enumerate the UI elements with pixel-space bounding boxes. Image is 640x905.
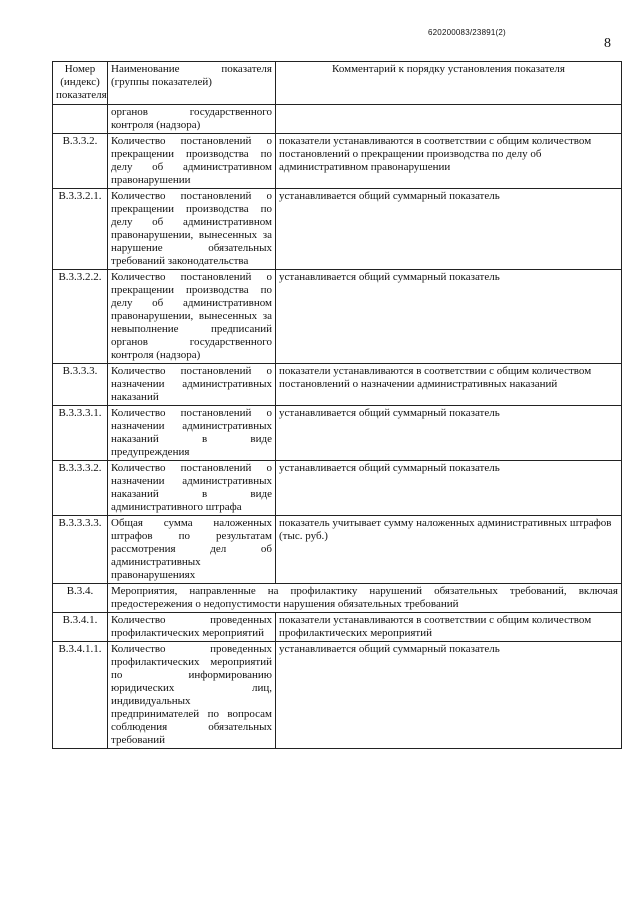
table-row	[53, 516, 622, 584]
table-row	[53, 189, 622, 270]
row-name: Количество постановлений о назначении административных наказаний	[108, 364, 276, 406]
row-comment	[276, 105, 622, 134]
table-row	[53, 461, 622, 516]
indicators-table	[52, 61, 622, 749]
row-name: Количество постановлений о прекращении производства по делу об административном правонарушении, вынесенных за нарушение обязательных требований законодательства	[108, 189, 276, 270]
row-comment: устанавливается общий суммарный показатель	[276, 461, 622, 516]
row-number: В.3.3.3.	[53, 364, 108, 406]
document-id: 620200083/23891(2)	[428, 28, 506, 37]
row-number: В.3.3.2.2.	[53, 270, 108, 364]
row-comment: показатели устанавливаются в соответствии с общим количеством постановлений о назначении административных наказаний	[276, 364, 622, 406]
row-number: В.3.4.1.	[53, 613, 108, 642]
table-row	[53, 642, 622, 749]
row-name: Количество проведенных профилактических мероприятий	[108, 613, 276, 642]
row-number: В.3.3.3.3.	[53, 516, 108, 584]
row-name: органов государственного контроля (надзора)	[108, 105, 276, 134]
table-row	[53, 584, 622, 613]
row-number: В.3.4.1.1.	[53, 642, 108, 749]
row-name: Количество постановлений о назначении административных наказаний в виде административного штрафа	[108, 461, 276, 516]
row-name: Количество проведенных профилактических мероприятий по информированию юридических лиц, индивидуальных предпринимателей по вопросам соблюдения обязательных требований	[108, 642, 276, 749]
row-comment: устанавливается общий суммарный показатель	[276, 406, 622, 461]
column-header-number: Номер (индекс) показателя	[53, 62, 108, 105]
row-number: В.3.3.3.1.	[53, 406, 108, 461]
row-number: В.3.3.3.2.	[53, 461, 108, 516]
row-number: В.3.4.	[53, 584, 108, 613]
row-comment: устанавливается общий суммарный показатель	[276, 270, 622, 364]
table-header-row	[53, 62, 622, 105]
row-name: Общая сумма наложенных штрафов по результатам рассмотрения дел об административных правонарушениях	[108, 516, 276, 584]
row-name-spanned: Мероприятия, направленные на профилактику нарушений обязательных требований, включая предостережения о недопустимости нарушения обязательных требований	[108, 584, 622, 613]
row-name: Количество постановлений о прекращении производства по делу об административном правонарушении	[108, 134, 276, 189]
table-row	[53, 364, 622, 406]
row-number: В.3.3.2.	[53, 134, 108, 189]
table-row	[53, 613, 622, 642]
page-number: 8	[604, 36, 611, 51]
row-comment: устанавливается общий суммарный показатель	[276, 642, 622, 749]
column-header-comment: Комментарий к порядку установления показателя	[276, 62, 622, 105]
row-number	[53, 105, 108, 134]
row-comment: показатель учитывает сумму наложенных административных штрафов (тыс. руб.)	[276, 516, 622, 584]
row-name: Количество постановлений о назначении административных наказаний в виде предупреждения	[108, 406, 276, 461]
table-row	[53, 134, 622, 189]
row-comment: устанавливается общий суммарный показатель	[276, 189, 622, 270]
column-header-name: Наименование показателя (группы показателей)	[108, 62, 276, 105]
row-comment: показатели устанавливаются в соответствии с общим количеством постановлений о прекращении производства по делу об административном правонарушении	[276, 134, 622, 189]
row-name: Количество постановлений о прекращении производства по делу об административном правонарушении, вынесенных за невыполнение предписаний органов государственного контроля (надзора)	[108, 270, 276, 364]
row-number: В.3.3.2.1.	[53, 189, 108, 270]
table-row	[53, 270, 622, 364]
table-row	[53, 406, 622, 461]
table-row	[53, 105, 622, 134]
row-comment: показатели устанавливаются в соответствии с общим количеством профилактических мероприятий	[276, 613, 622, 642]
